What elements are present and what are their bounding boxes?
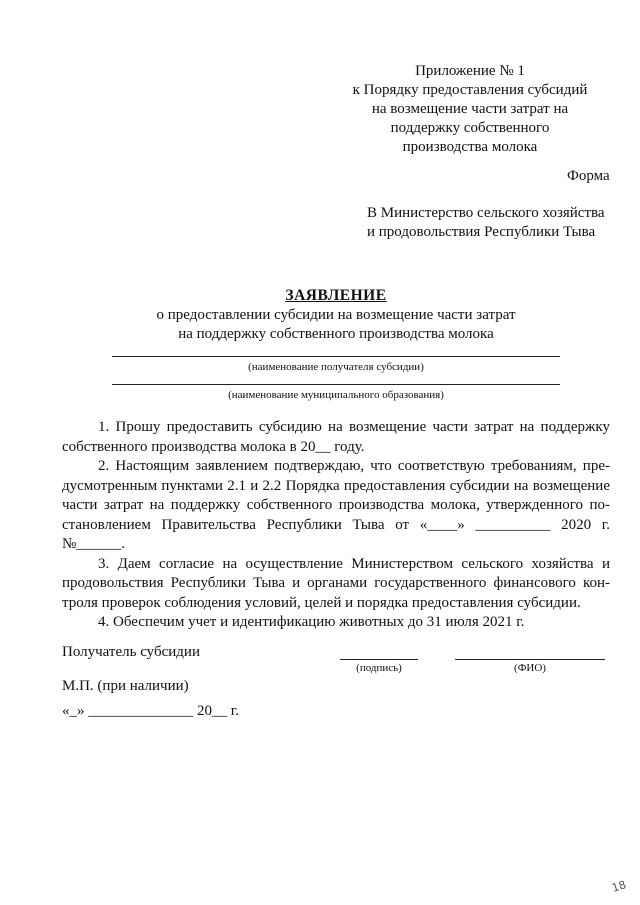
addressee-block	[367, 204, 605, 242]
paragraph-1-line-1: 1. Прошу предоставить субсидию на возмещение части затрат на поддержку	[98, 419, 610, 435]
stamp-label: М.П. (при наличии)	[62, 678, 189, 694]
paragraph-2-line-5: №______.	[62, 536, 126, 552]
paragraph-3-line-2: продовольствия Республики Тыва и органами государственного финансового кон-	[62, 575, 610, 591]
date-line[interactable]: «_» ______________ 20__ г.	[62, 703, 239, 719]
document-title: ЗАЯВЛЕНИЕ	[285, 287, 387, 304]
municipality-name-field[interactable]	[112, 384, 560, 385]
page-number: 18	[610, 878, 628, 895]
paragraph-2-line-2: дусмотренным пунктами 2.1 и 2.2 Порядка предоставления субсидии на возмещение	[62, 477, 610, 494]
appendix-line-4: поддержку собственного	[390, 120, 550, 136]
paragraph-1-line-2: собственного производства молока в 20__ году.	[62, 438, 365, 455]
addressee-line-1: В Министерство сельского хозяйства	[367, 205, 605, 221]
paragraph-3-line-1: 3. Даем согласие на осуществление Министерством сельского хозяйства и	[98, 555, 610, 572]
paragraph-2-line-1: 2. Настоящим заявлением подтверждаю, что соответствую требованиям, пре-	[98, 458, 610, 474]
paragraph-2-line-4: становлением Правительства Республики Тыва от «____» __________ 2020 г.	[62, 516, 610, 533]
subtitle-line-2: на поддержку собственного производства молока	[178, 326, 494, 342]
signature-caption: (подпись)	[356, 662, 402, 674]
addressee-line-2: и продовольствия Республики Тыва	[367, 224, 596, 240]
appendix-line-1: Приложение № 1	[415, 63, 525, 79]
municipality-caption: (наименование муниципального образования)	[228, 389, 444, 401]
form-label: Форма	[567, 168, 610, 184]
recipient-label: Получатель субсидии	[62, 644, 200, 660]
body-paragraphs	[62, 418, 610, 633]
appendix-line-3: на возмещение части затрат на	[371, 101, 569, 117]
paragraph-4-line-1: 4. Обеспечим учет и идентификацию животных до 31 июля 2021 г.	[98, 614, 525, 630]
appendix-line-5: производства молока	[402, 139, 538, 155]
appendix-block	[340, 62, 600, 157]
paragraph-2-line-3: части затрат на поддержку собственного производства молока, утвержденного по-	[62, 497, 610, 513]
paragraph-3-line-3: троля проверок соблюдения условий, целей и порядка предоставления субсидии.	[62, 594, 581, 611]
subtitle-line-1: о предоставлении субсидии на возмещение части затрат	[156, 307, 516, 323]
appendix-line-2: к Порядку предоставления субсидий	[352, 82, 588, 98]
signature-field[interactable]	[340, 659, 418, 660]
recipient-name-field[interactable]	[112, 356, 560, 357]
full-name-field[interactable]	[455, 659, 605, 660]
recipient-caption: (наименование получателя субсидии)	[248, 361, 424, 373]
full-name-caption: (ФИО)	[514, 662, 546, 674]
document-subtitle	[0, 306, 640, 344]
